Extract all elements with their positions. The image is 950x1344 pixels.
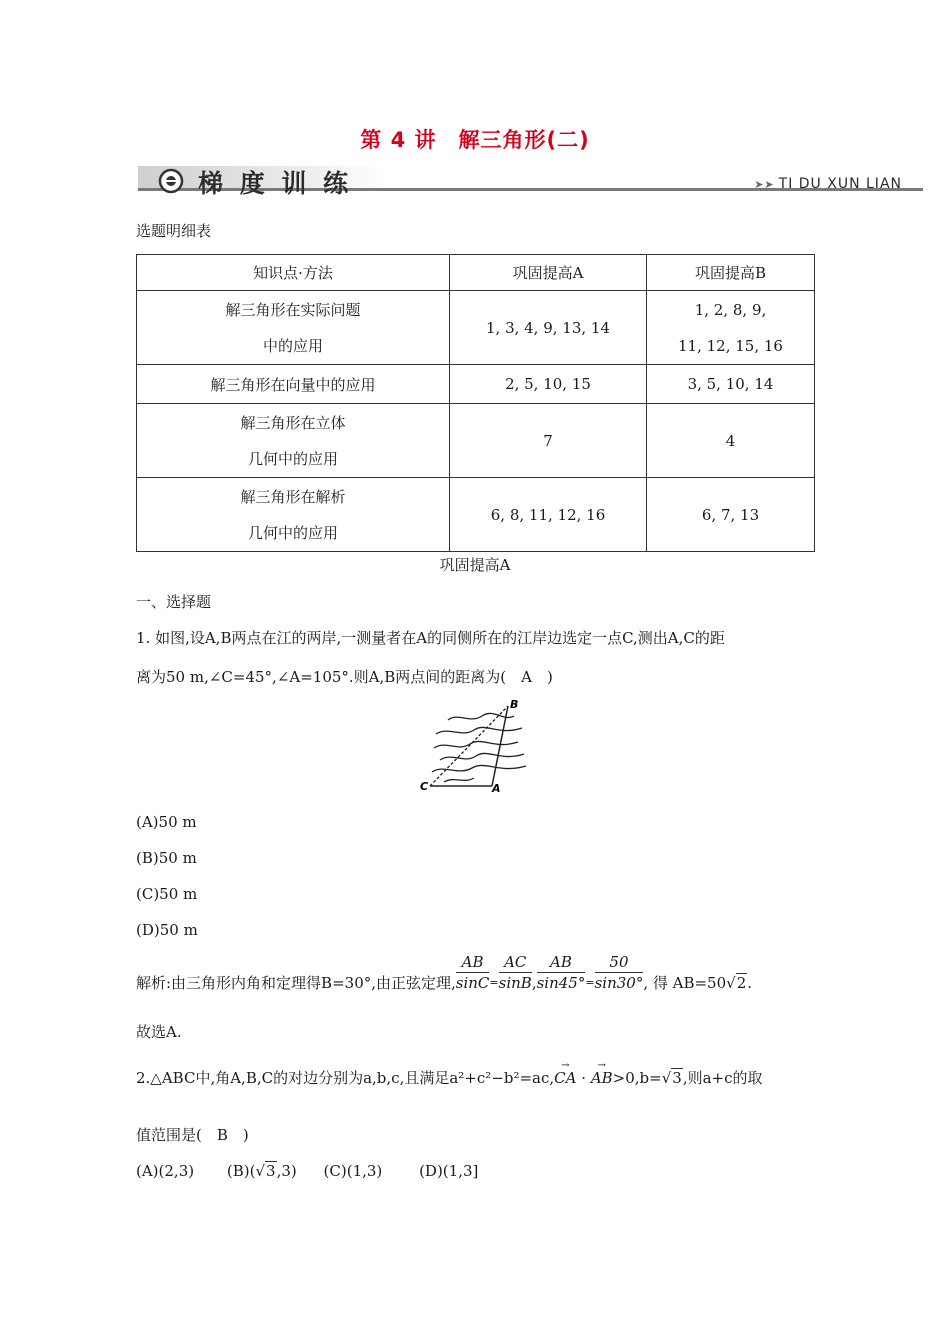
part-heading: 一、选择题 bbox=[136, 593, 212, 611]
option-a: (A)50 m bbox=[136, 813, 197, 831]
wave-line bbox=[440, 753, 524, 760]
vector-ab: → AB bbox=[590, 1060, 613, 1087]
table-cell-topic: 解三角形在立体 几何中的应用 bbox=[137, 404, 450, 478]
table-cell-topic: 解三角形在实际问题 中的应用 bbox=[137, 291, 450, 365]
fraction: $\frac{AB}{\sin C}$ bbox=[455, 952, 490, 992]
table-row bbox=[137, 478, 815, 552]
fraction: $\frac{AC}{\sin B}$ bbox=[498, 952, 532, 992]
table-cell-b: 6, 7, 13 bbox=[647, 478, 815, 552]
table-cell-a: 6, 8, 11, 12, 16 bbox=[450, 478, 647, 552]
table-header: 知识点·方法 bbox=[137, 255, 450, 291]
option-c: (C)(1,3) bbox=[323, 1162, 383, 1180]
segment-ab bbox=[492, 706, 508, 786]
table-cell-a: 7 bbox=[450, 404, 647, 478]
question-1-line-1: 1. 如图,设A,B两点在江的两岸,一测量者在A的同侧所在的江岸边选定一点C,测出A,C的距 bbox=[136, 629, 725, 647]
conclusion-1: 故选A. bbox=[136, 1023, 182, 1041]
table-header-row bbox=[137, 255, 815, 291]
solution-1: 解析:由三角形内角和定理得B=30°,由正弦定理, $\frac{AB}{\sin C}$ = $\frac{AC}{\sin B}$ , $\frac{AB}{\sin 45^\circ}$ = $\frac{50}{\sin 30^\circ}$ , 得 AB=50 √2 . bbox=[136, 952, 753, 992]
table-header: 巩固提高A bbox=[450, 255, 647, 291]
point-c-label: C bbox=[420, 780, 429, 793]
table-row bbox=[137, 291, 815, 365]
sqrt-value: 2 bbox=[736, 974, 747, 992]
banner-title: 梯 度 训 练 bbox=[198, 169, 353, 198]
point-b-label: B bbox=[510, 698, 519, 711]
table-row bbox=[137, 365, 815, 404]
option-c: (C)50 m bbox=[136, 885, 198, 903]
fraction: $\frac{50}{\sin 30^\circ}$ bbox=[594, 952, 644, 992]
option-d: (D)(1,3] bbox=[419, 1162, 479, 1180]
table-cell-a: 1, 3, 4, 9, 13, 14 bbox=[450, 291, 647, 365]
table-header: 巩固提高B bbox=[647, 255, 815, 291]
banner-subtitle: ➤➤ TI DU XUN LIAN bbox=[754, 176, 902, 192]
double-arrow-icon: ➤➤ bbox=[754, 178, 775, 191]
table-cell-a: 2, 5, 10, 15 bbox=[450, 365, 647, 404]
table-cell-b: 1, 2, 8, 9, 11, 12, 15, 16 bbox=[647, 291, 815, 365]
section-label: 巩固提高A bbox=[439, 556, 511, 574]
option-b: (B)(√3,3) bbox=[226, 1162, 297, 1180]
option-d: (D)50 m bbox=[136, 921, 198, 939]
wave-line bbox=[444, 778, 474, 782]
segment-cb bbox=[430, 706, 508, 786]
table-cell-topic: 解三角形在解析 几何中的应用 bbox=[137, 478, 450, 552]
question-2-line-2: 值范围是( B ) bbox=[136, 1126, 249, 1144]
table-cell-b: 3, 5, 10, 14 bbox=[647, 365, 815, 404]
point-a-label: A bbox=[492, 782, 501, 794]
wave-line bbox=[448, 713, 514, 720]
question-1-line-2: 离为50 m,∠C=45°,∠A=105°.则A,B两点间的距离为( A ) bbox=[136, 668, 553, 686]
wave-line bbox=[436, 727, 522, 734]
target-icon bbox=[158, 168, 184, 194]
table-cell-b: 4 bbox=[647, 404, 815, 478]
vector-ca: → CA bbox=[554, 1060, 577, 1087]
option-a: (A)(2,3) bbox=[136, 1162, 195, 1180]
page-title: 第 4 讲 解三角形(二) bbox=[360, 128, 590, 152]
wave-line bbox=[434, 741, 518, 748]
wave-line bbox=[432, 765, 526, 772]
river-figure bbox=[418, 698, 530, 794]
question-2-line-1: 2.△ABC中,角A,B,C的对边分别为a,b,c,且满足a²+c²−b²=ac, → CA · → AB>0,b=√3,则a+c的取 bbox=[136, 1060, 763, 1087]
topic-table bbox=[136, 254, 815, 552]
fraction: $\frac{AB}{\sin 45^\circ}$ bbox=[536, 952, 586, 992]
table-caption: 选题明细表 bbox=[136, 222, 212, 240]
option-b: (B)50 m bbox=[136, 849, 197, 867]
question-2-options bbox=[136, 1160, 478, 1182]
table-cell-topic: 解三角形在向量中的应用 bbox=[137, 365, 450, 404]
table-row bbox=[137, 404, 815, 478]
